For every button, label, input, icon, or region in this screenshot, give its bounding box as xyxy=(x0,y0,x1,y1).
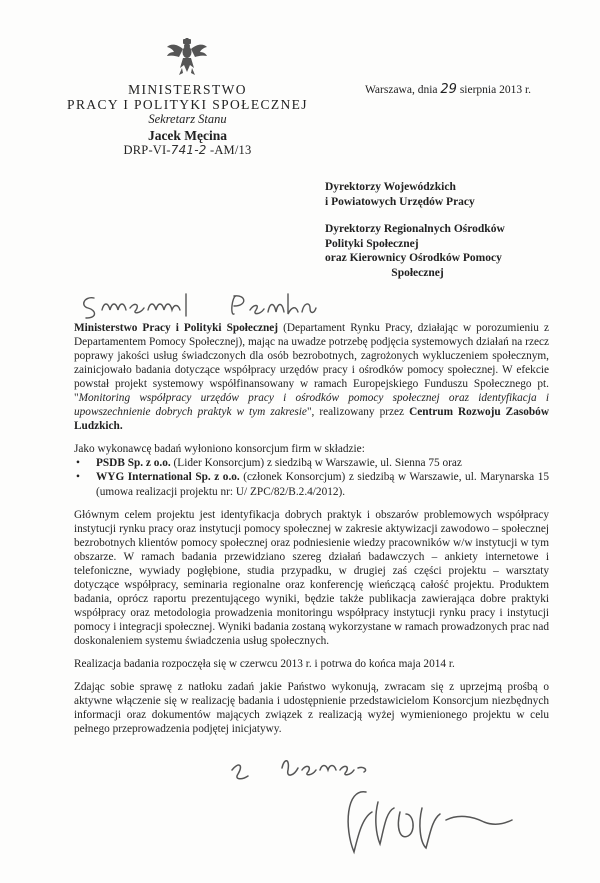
addressee-line: i Powiatowych Urzędów Pracy xyxy=(325,195,475,208)
paragraph-timeline: Realizacja badania rozpoczęła się w czerwcu 2013 r. i potrwa do końca maja 2014 r. xyxy=(74,658,455,671)
ref-suffix: -AM/13 xyxy=(206,143,252,157)
date-day-handwritten: 29 xyxy=(440,82,457,97)
paragraph-project-goal: Głównym celem projektu jest identyfikacja dobrych praktyk i obszarów problemowych współpracy instytucji rynku pracy oraz instytucji pomocy społecznej w zakresie aktywizacji zawodowo – społecznej bezrobotnych klientów pomocy społecznej oraz podniesienie wiedzy pracowników w/w instytucji w tym obszarze. W ramach badania przewidziano szereg działań badawczych – ankiety internetowe i telefoniczne, wywiady pogłębione, studia przypadku, w drugiej zaś części projektu – warsztaty dotyczące współpracy, seminaria regionalne oraz konferencję wieńczącą całość projektu. Produktem badania, oprócz raportu prezentującego wyniki, będzie także publikacja zawierająca dobre praktyki współpracy oraz metodologia prowadzenia monitoringu współpracy instytucji rynku pracy i instytucji pomocy i integracji społecznej. Wyniki badania zostaną wykorzystane w ramach prowadzonych prac nad doskonaleniem systemu świadczenia usług społecznych. xyxy=(74,508,549,647)
bullet: • xyxy=(76,471,80,484)
addressee-line: Polityki Społecznej xyxy=(325,237,419,250)
ministry-name-line2: PRACY I POLITYKI SPOŁECZNEJ xyxy=(67,97,308,112)
addressee-line: Dyrektorzy Regionalnych Ośrodków xyxy=(325,223,505,235)
reference-number xyxy=(60,143,315,158)
addressee-social-policy-centers xyxy=(325,222,565,280)
sender-name: Jacek Męcina xyxy=(147,128,228,143)
list-item: • WYG International Sp. z o.o. (członek Konsorcjum) z siedzibą w Warszawie, ul. Marynarska 15 (umowa realizacji projektu nr: U/ ZPC/82/B.2.4/2012). xyxy=(76,471,549,498)
date-line xyxy=(365,82,531,97)
paragraph-consortium-intro: Jako wykonawcę badań wyłoniono konsorcjum firm w składzie: xyxy=(74,443,365,456)
sender-block xyxy=(60,82,315,158)
project-title: Monitoring współpracy urzędów pracy i ośrodków pomocy społecznej oraz identyfikacja i upowszechnienie dobrych praktyk w tym zakresie xyxy=(74,392,549,419)
list-item: • PSDB Sp. z o.o. (Lider Konsorcjum) z siedzibą w Warszawie, ul. Sienna 75 oraz xyxy=(76,457,462,470)
addressee-line: Dyrektorzy Wojewódzkich xyxy=(325,181,456,193)
bullet: • xyxy=(76,457,80,470)
crzl-bold: Centrum Rozwoju Zasobów Ludzkich. xyxy=(74,406,549,433)
addressee-line: oraz Kierownicy Ośrodków Pomocy xyxy=(325,252,502,264)
handwritten-signature xyxy=(228,748,568,868)
addressee-line: Społecznej xyxy=(391,266,444,279)
ref-handwritten: 741-2 xyxy=(170,143,207,157)
addressee-employment-offices xyxy=(325,180,565,209)
date-prefix: Warszawa, dnia xyxy=(365,84,441,96)
letter-body xyxy=(74,321,549,736)
date-suffix: sierpnia 2013 r. xyxy=(456,84,532,96)
paragraph-request: Zdając sobie sprawę z natłoku zadań jakie Państwo wykonują, zwracam się z uprzejmą prośbą o aktywne włączenie się w realizację badania i udostępnienie przedstawicielom Konsorcjum niezbędnych informacji oraz dokumentów mających związek z realizacją wyżej wymienionego projektu w celu pełnego przeprowadzenia podjętej inicjatywy. xyxy=(74,681,549,736)
polish-eagle-emblem-icon xyxy=(166,38,208,78)
sender-role: Sekretarz Stanu xyxy=(148,112,227,126)
ministry-name-line1: MINISTERSTWO xyxy=(128,82,247,97)
ref-prefix: DRP-VI- xyxy=(123,143,171,157)
ministry-bold: Ministerstwo Pracy i Polityki Społecznej xyxy=(74,322,279,334)
handwritten-salutation xyxy=(74,288,324,322)
consortium-list xyxy=(74,456,549,498)
paragraph-project-intro: Ministerstwo Pracy i Polityki Społecznej (Departament Rynku Pracy, działając w porozumieniu z Departamentem Pomocy Społecznej), mając na uwadze potrzebę podjęcia systemowych działań na rzecz poprawy jakości usług świadczonych dla osób bezrobotnych, zagrożonych wykluczeniem społecznym, zainicjowało badania dotyczące współpracy urzędów pracy i ośrodków pomocy społecznej. W efekcie powstał projekt systemowy współfinansowany w ramach Europejskiego Funduszu Społecznego pt. "Monitoring współpracy urzędów pracy i ośrodków pomocy społecznej oraz identyfikacja i upowszechnienie dobrych praktyk w tym zakresie", realizowany przez Centrum Rozwoju Zasobów Ludzkich. xyxy=(74,322,549,433)
